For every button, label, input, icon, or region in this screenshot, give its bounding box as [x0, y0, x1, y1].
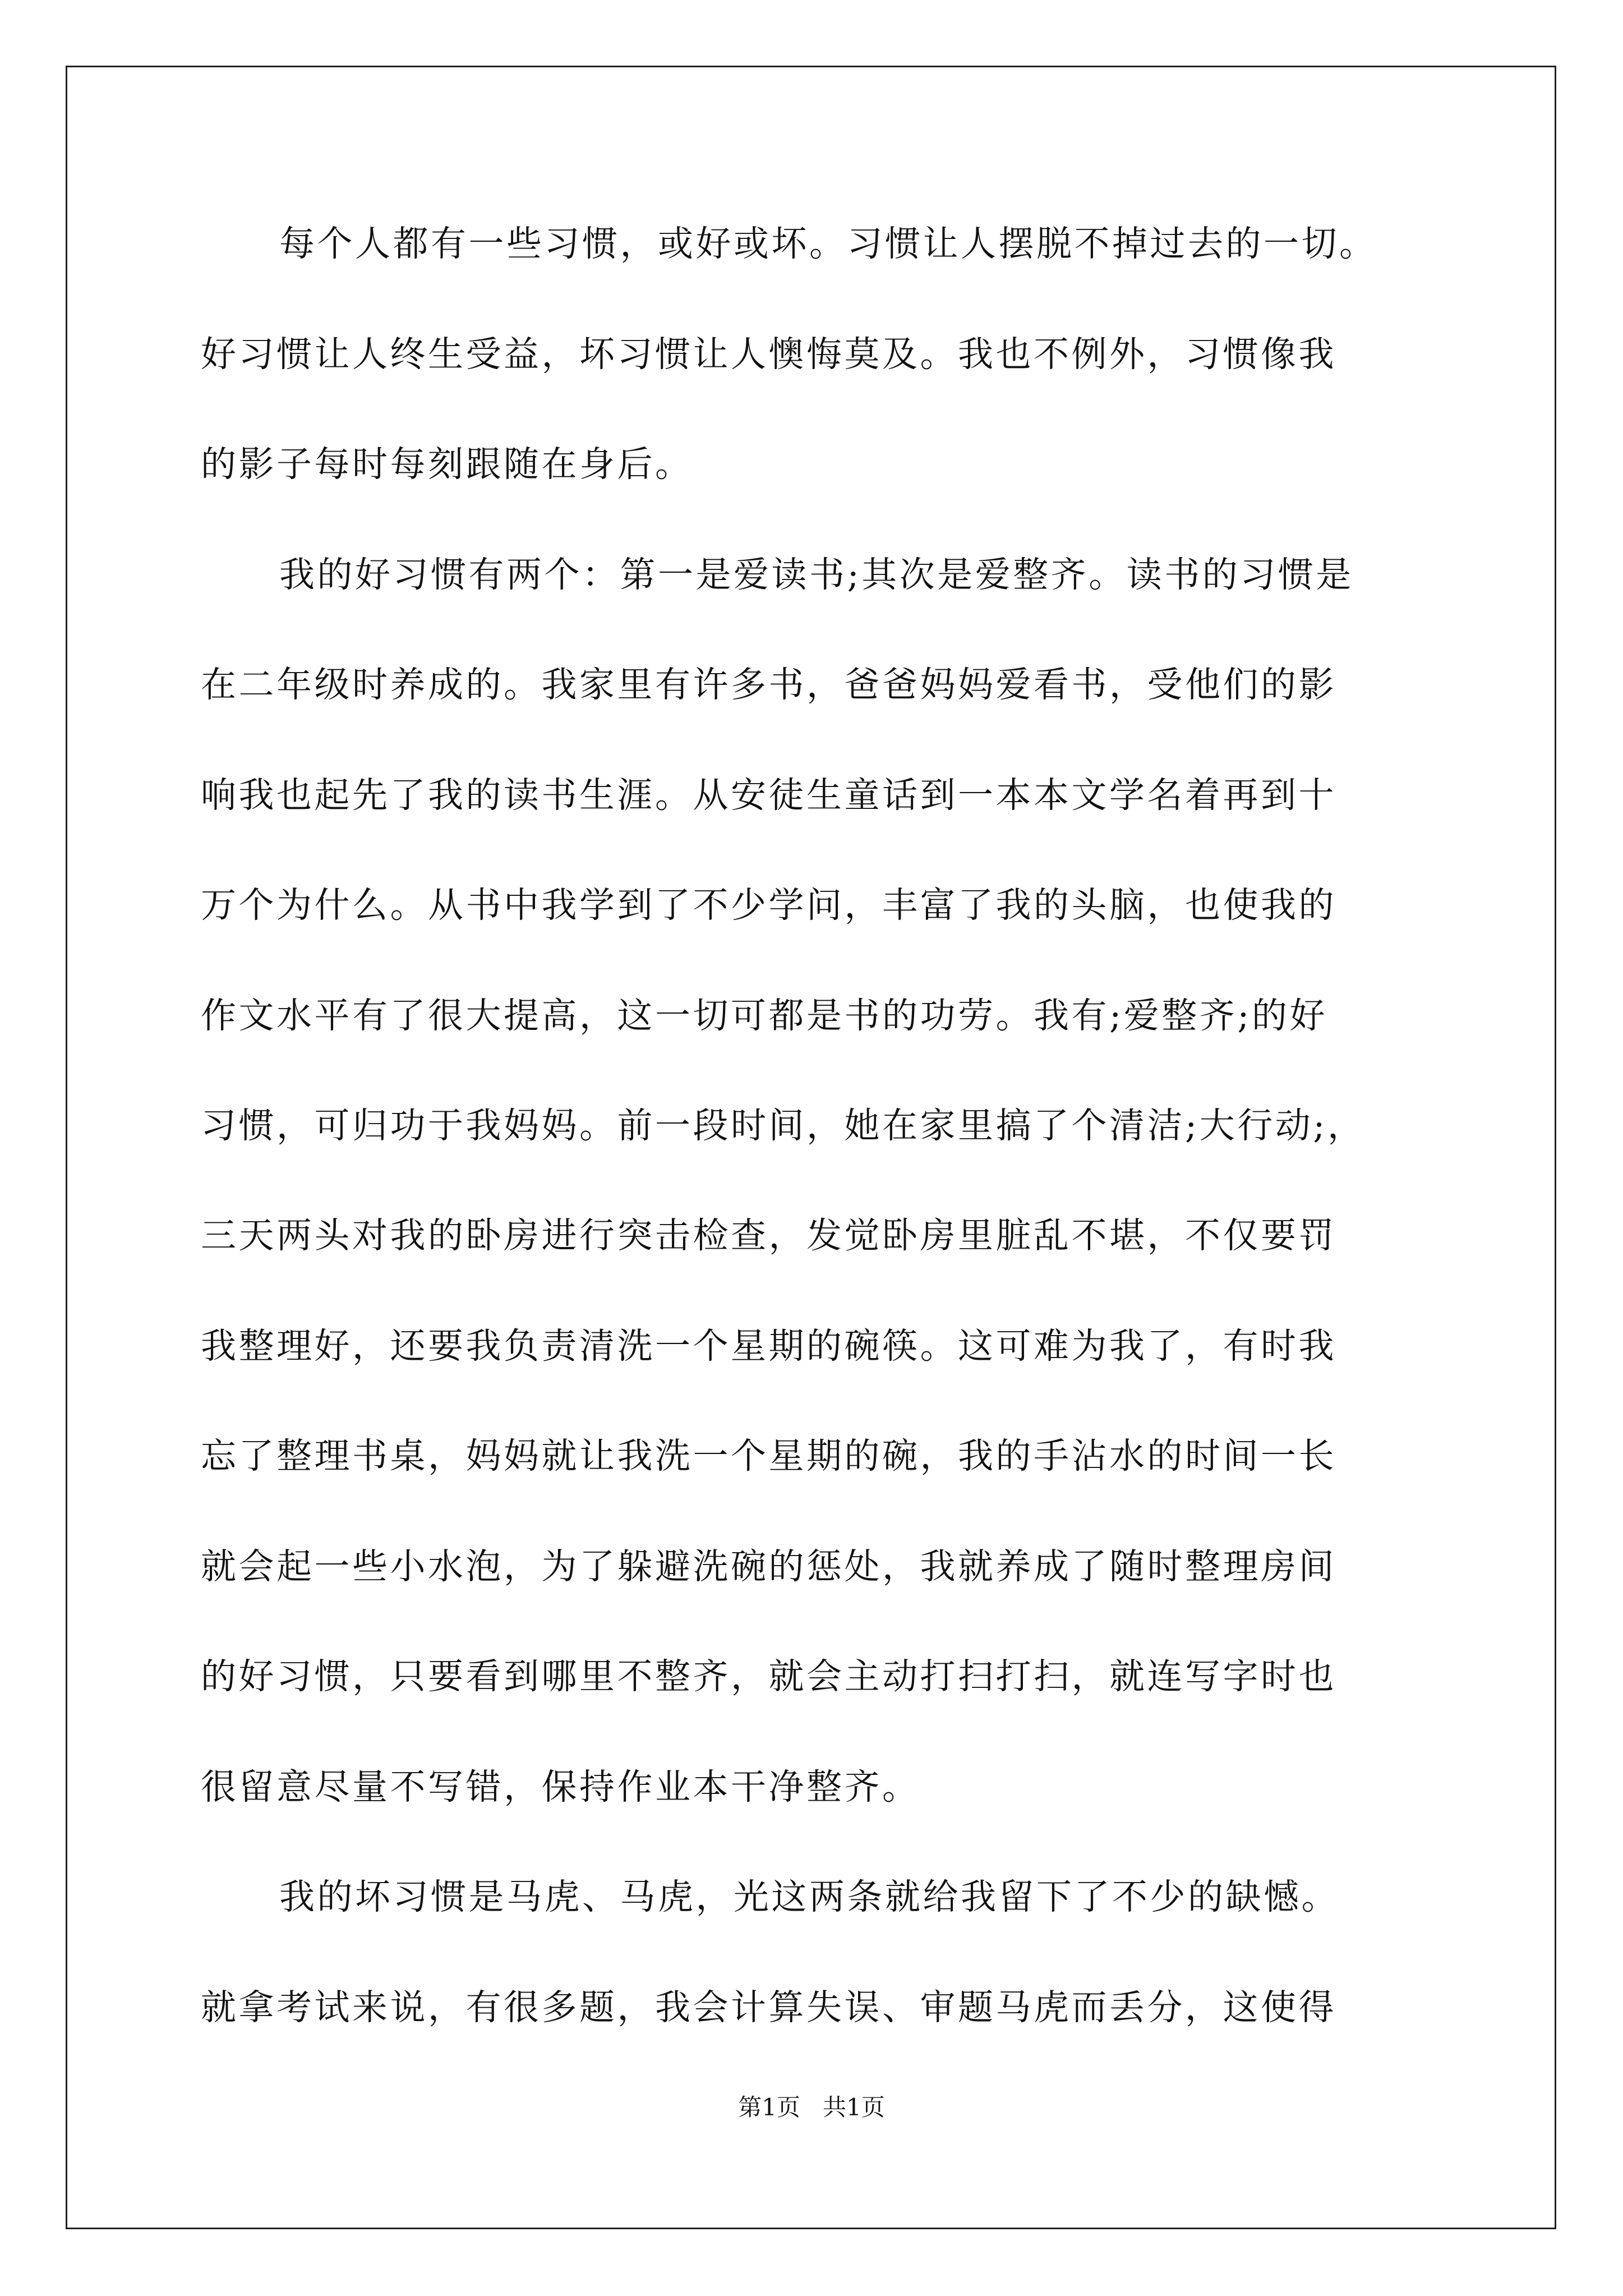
text-line-2: 好习惯让人终生受益，坏习惯让人懊悔莫及。我也不例外，习惯像我 [201, 334, 1336, 375]
text-line-15: 很留意尽量不写错，保持作业本干净整齐。 [201, 1766, 920, 1807]
text-line-12: 忘了整理书桌，妈妈就让我洗一个星期的碗，我的手沾水的时间一长 [201, 1435, 1336, 1476]
text-line-9: 习惯，可归功于我妈妈。前一段时间，她在家里搞了个清洁;大行动;， [201, 1105, 1366, 1146]
text-line-17: 就拿考试来说，有很多题，我会计算失误、审题马虎而丢分，这使得 [201, 1987, 1336, 2028]
text-line-10: 三天两头对我的卧房进行突击检查，发觉卧房里脏乱不堪，不仅要罚 [201, 1215, 1336, 1256]
text-line-8: 作文水平有了很大提高，这一切可都是书的功劳。我有;爱整齐;的好 [201, 995, 1327, 1036]
page-footer: 第1页 共1页 [738, 2093, 885, 2121]
text-line-7: 万个为什么。从书中我学到了不少学问，丰富了我的头脑，也使我的 [201, 885, 1336, 926]
text-line-4: 我的好习惯有两个：第一是爱读书;其次是爱整齐。读书的习惯是 [279, 554, 1354, 595]
text-line-1: 每个人都有一些习惯，或好或坏。习惯让人摆脱不掉过去的一切。 [279, 223, 1377, 264]
text-line-13: 就会起一些小水泡，为了躲避洗碗的惩处，我就养成了随时整理房间 [201, 1546, 1336, 1587]
text-line-16: 我的坏习惯是马虎、马虎，光这两条就给我留下了不少的缺憾。 [279, 1876, 1339, 1917]
text-line-11: 我整理好，还要我负责清洗一个星期的碗筷。这可难为我了，有时我 [201, 1326, 1336, 1366]
text-line-6: 响我也起先了我的读书生涯。从安徒生童话到一本本文学名着再到十 [201, 775, 1336, 816]
text-line-5: 在二年级时养成的。我家里有许多书，爸爸妈妈爱看书，受他们的影 [201, 664, 1336, 705]
text-line-3: 的影子每时每刻跟随在身后。 [201, 444, 693, 485]
text-line-14: 的好习惯，只要看到哪里不整齐，就会主动打扫打扫，就连写字时也 [201, 1656, 1336, 1697]
